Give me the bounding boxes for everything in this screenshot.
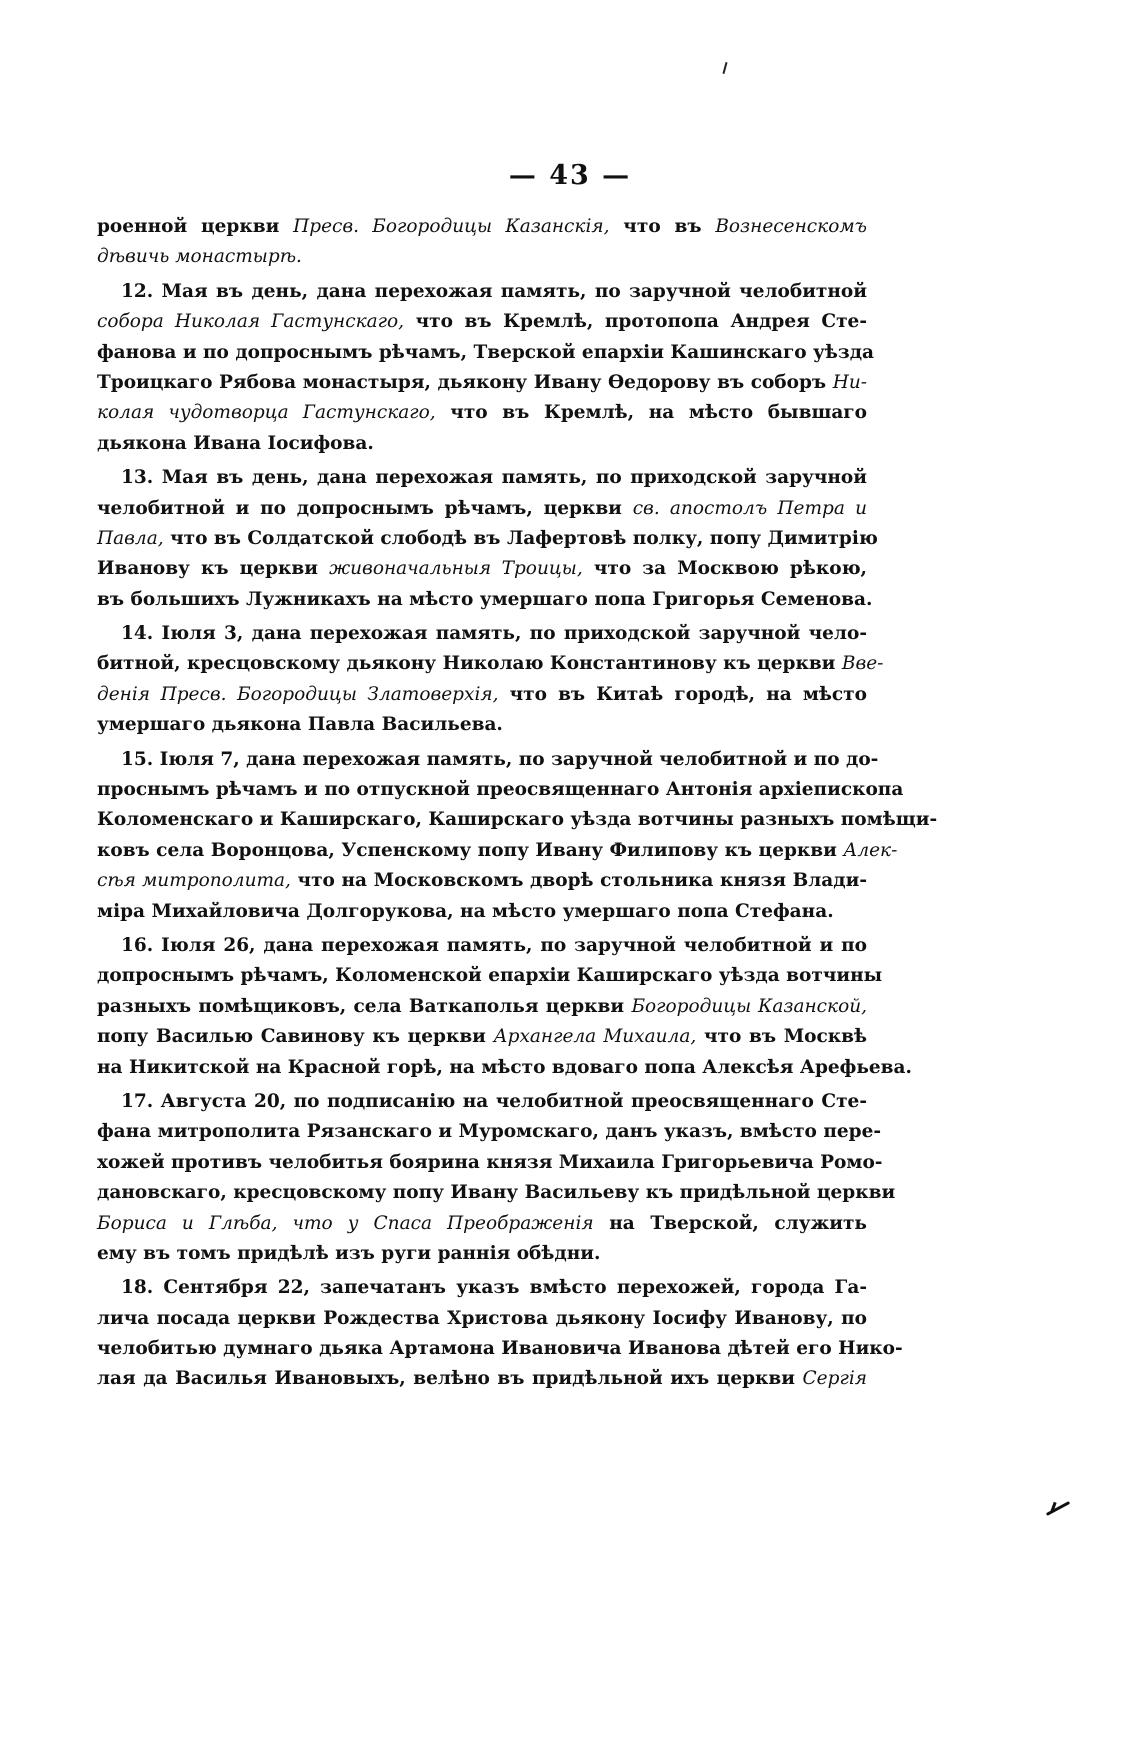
text-line: колая чудотворца Гастунскаго, что въ Кремлѣ, на мѣсто бывшаго	[97, 402, 867, 424]
text-line: лича посада церкви Рождества Христова дьякону Іосифу Иванову, по	[97, 1307, 867, 1329]
text-line: дѣвичь монастырѣ.	[97, 246, 302, 268]
entry-15-line: 15. Іюля 7, дана перехожая память, по заручной челобитной и по до-	[121, 748, 879, 770]
text-line: битной, кресцовскому дьякону Николаю Константинову къ церкви Вве-	[97, 653, 884, 675]
scan-speck	[722, 62, 727, 74]
text-line: Бориса и Глѣба, что у Спаса Преображенія на Тверской, служить	[97, 1212, 867, 1234]
text-line: хожей противъ челобитья боярина князя Михаила Григорьевича Ромо-	[97, 1151, 883, 1173]
text-line: на Никитской на Красной горѣ, на мѣсто вдоваго попа Алексѣя Арефьева.	[97, 1056, 912, 1078]
entry-18-line: 18. Сентября 22, запечатанъ указъ вмѣсто перехожей, города Га-	[121, 1277, 867, 1299]
text-line: сѣя митрополита, что на Московскомъ дворѣ стольника князя Влади-	[97, 870, 868, 892]
text-line: проснымъ рѣчамъ и по отпускной преосвященнаго Антонія архіепископа	[97, 779, 904, 801]
text-line: Коломенскаго и Каширскаго, Каширскаго уѣзда вотчины разныхъ помѣщи-	[97, 809, 938, 831]
text-line: роенной церкви Пресв. Богородицы Казанскія, что въ Вознесенскомъ	[97, 216, 867, 237]
text-line: умершаго дьякона Павла Васильева.	[97, 714, 503, 736]
text-line: въ большихъ Лужникахъ на мѣсто умершаго попа Григорья Семенова.	[97, 588, 873, 610]
text-line: собора Николая Гастунскаго, что въ Кремлѣ, протопопа Андрея Сте-	[97, 311, 867, 333]
text-line: Троицкаго Рябова монастыря, дьякону Ивану Ѳедорову въ соборъ Ни-	[97, 371, 867, 393]
text-line: Павла, что въ Солдатской слободѣ въ Лафертовѣ полку, попу Димитрію	[97, 527, 878, 549]
text-line: челобитной и по допроснымъ рѣчамъ, церкви св. апостолъ Петра и	[97, 497, 867, 519]
text-line: дановскаго, кресцовскому попу Ивану Васильеву къ придѣльной церкви	[97, 1182, 896, 1204]
entry-16-line: 16. Іюля 26, дана перехожая память, по заручной челобитной и по	[121, 934, 867, 956]
text-line: фанова и по допроснымъ рѣчамъ, Тверской епархіи Кашинскаго уѣзда	[97, 341, 875, 363]
text-line: дьякона Ивана Іосифова.	[97, 432, 374, 454]
text-line: попу Василью Савинову къ церкви Архангела Михаила, что въ Москвѣ	[97, 1026, 868, 1048]
text-line: Иванову къ церкви живоначальныя Троицы, что за Москвою рѣкою,	[97, 558, 867, 580]
entry-12-line: 12. Мая въ день, дана перехожая память, по заручной челобитной	[121, 280, 867, 302]
entry-13-line: 13. Мая въ день, дана перехожая память, по приходской заручной	[121, 467, 867, 489]
text-line: фана митрополита Рязанскаго и Муромскаго, данъ указъ, вмѣсто пере-	[97, 1121, 882, 1143]
body-text	[97, 212, 938, 1395]
entry-17-line: 17. Августа 20, по подписанію на челобитной преосвященнаго Сте-	[121, 1090, 867, 1112]
text-line: денія Пресв. Богородицы Златоверхія, что въ Китаѣ городѣ, на мѣсто	[97, 683, 867, 705]
pen-stroke-mark	[1046, 1501, 1070, 1516]
text-line: допроснымъ рѣчамъ, Коломенской епархіи Каширскаго уѣзда вотчины	[97, 965, 883, 987]
text-line: ковъ села Воронцова, Успенскому попу Ивану Филипову къ церкви Алек-	[97, 839, 898, 861]
text-line: челобитью думнаго дьяка Артамона Ивановича Иванова дѣтей его Нико-	[97, 1338, 903, 1360]
text-line: міра Михайловича Долгорукова, на мѣсто умершаго попа Стефана.	[97, 900, 834, 922]
page-number: — 43 —	[508, 160, 632, 191]
text-line: ему въ томъ придѣлѣ изъ руги раннія обѣдни.	[97, 1242, 601, 1264]
text-line: лая да Василья Ивановыхъ, велѣно въ придѣльной ихъ церкви Сергія	[97, 1368, 867, 1390]
entry-14-line: 14. Іюля 3, дана перехожая память, по приходской заручной чело-	[121, 623, 867, 645]
text-line: разныхъ помѣщиковъ, села Ваткаполья церкви Богородицы Казанской,	[97, 995, 867, 1017]
